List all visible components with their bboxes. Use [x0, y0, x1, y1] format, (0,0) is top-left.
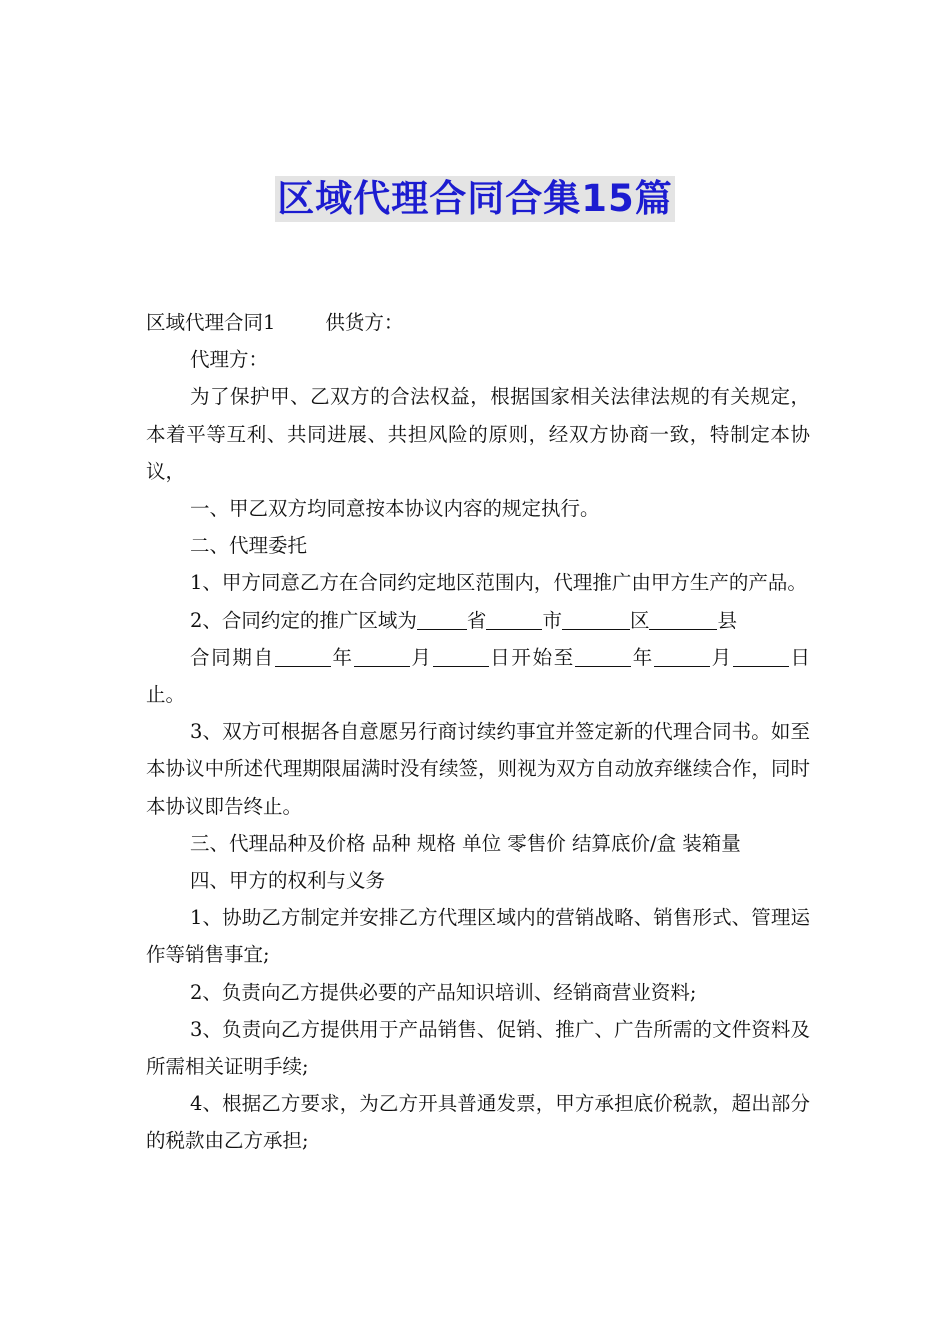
section-2-heading: 二、代理委托 — [190, 534, 308, 558]
section-3: 三、代理品种及价格 品种 规格 单位 零售价 结算底价/盒 装箱量 — [190, 831, 741, 855]
preamble-paragraph: 为了保护甲、乙双方的合法权益，根据国家相关法律法规的有关规定，本着平等互利、共同进展、共担风险的原则，经双方协商一致，特制定本协议， — [146, 385, 810, 483]
contract-period: 合同期自 年 月 日开始至 年 月 日止。 — [146, 645, 810, 707]
section-4-item-4: 4、根据乙方要求，为乙方开具普通发票，甲方承担底价税款，超出部分的税款由乙方承担; — [146, 1092, 810, 1153]
title-block — [0, 176, 950, 222]
supplier-label: 供货方： — [325, 311, 404, 334]
section-1: 一、甲乙双方均同意按本协议内容的规定执行。 — [190, 497, 600, 521]
section-4-item-3: 3、负责向乙方提供用于产品销售、促销、推广、广告所需的文件资料及所需相关证明手续; — [146, 1017, 810, 1079]
section-2-item-1: 1、甲方同意乙方在合同约定地区范围内，代理推广由甲方生产的产品。 — [190, 571, 807, 595]
end-year-blank — [575, 644, 631, 667]
start-month-blank — [354, 644, 410, 667]
start-year-blank — [275, 644, 331, 667]
section-4-item-2: 2、负责向乙方提供必要的产品知识培训、经销商营业资料; — [190, 980, 697, 1004]
section-4-heading: 四、甲方的权利与义务 — [190, 869, 386, 893]
contract-heading: 区域代理合同1 — [146, 311, 276, 334]
document-body — [146, 304, 810, 1160]
section-2-item-2: 2、合同约定的推广区域为 省 市 区 县 — [190, 608, 737, 632]
section-4-item-1: 1、协助乙方制定并安排乙方代理区域内的营销战略、销售形式、管理运作等销售事宜; — [146, 906, 810, 967]
end-day-blank — [733, 644, 789, 667]
agent-label: 代理方： — [190, 348, 269, 372]
contract-heading-line — [146, 304, 810, 341]
document-title: 区域代理合同合集15篇 — [277, 177, 673, 220]
county-blank — [649, 607, 717, 630]
start-day-blank — [433, 644, 489, 667]
city-blank — [486, 607, 542, 630]
section-2-item-3: 3、双方可根据各自意愿另行商讨续约事宜并签定新的代理合同书。如至本协议中所述代理期限届满时没有续签，则视为双方自动放弃继续合作，同时本协议即告终止。 — [146, 720, 810, 818]
district-blank — [562, 607, 630, 630]
province-blank — [417, 607, 467, 630]
end-month-blank — [654, 644, 710, 667]
